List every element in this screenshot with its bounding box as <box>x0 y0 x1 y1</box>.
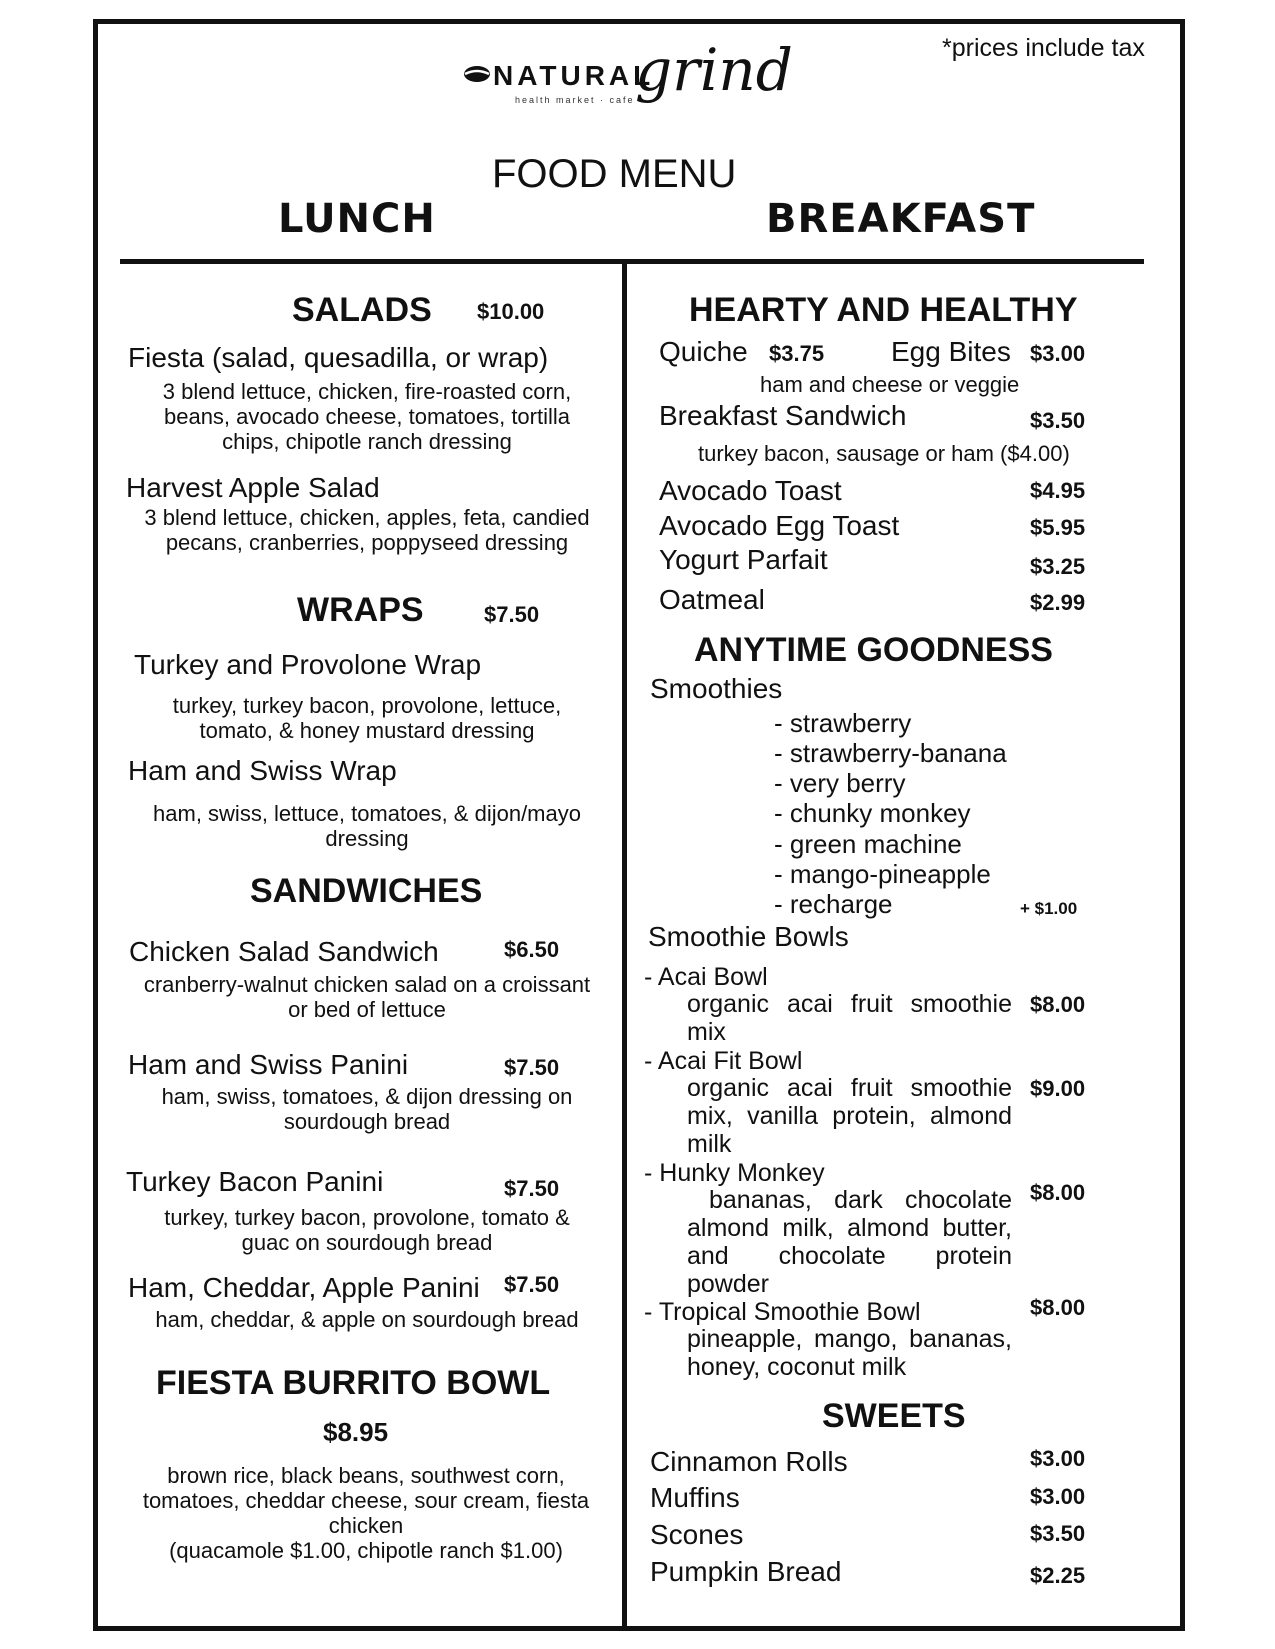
recharge-price: + $1.00 <box>1020 899 1078 918</box>
menu-item-name: Avocado Egg Toast <box>659 510 900 541</box>
menu-item-price: $7.50 <box>504 1055 560 1080</box>
lunch-heading: LUNCH <box>278 196 436 242</box>
menu-item-desc: ham, cheddar, & apple on sourdough bread <box>155 1307 579 1332</box>
sweets-heading: SWEETS <box>822 1397 966 1435</box>
prices-note: *prices include tax <box>942 34 1145 62</box>
smoothie-flavor: - strawberry <box>774 708 912 738</box>
bowl-name: - Hunky Monkey <box>644 1159 825 1187</box>
menu-item-desc: 3 blend lettuce, chicken, apples, feta, candied pecans, cranberries, poppyseed dressing <box>144 505 590 555</box>
wraps-price: $7.50 <box>484 602 540 627</box>
menu-item-name: Chicken Salad Sandwich <box>129 936 439 967</box>
bowl-name: - Tropical Smoothie Bowl <box>644 1298 921 1326</box>
menu-item-price: $3.00 <box>1030 341 1086 366</box>
burrito-price: $8.95 <box>323 1417 389 1447</box>
bowl-desc: organic acai fruit smoothie mix <box>687 990 1012 1046</box>
bowl-name: - Acai Fit Bowl <box>644 1047 803 1075</box>
wraps-heading: WRAPS <box>297 591 424 629</box>
bowl-name: - Acai Bowl <box>644 963 768 991</box>
menu-item-price: $3.50 <box>1030 408 1086 433</box>
menu-item-desc: ham, swiss, lettuce, tomatoes, & dijon/mayo dressing <box>153 801 581 851</box>
bowl-desc: bananas, dark chocolate almond milk, almond butter, and chocolate protein powder <box>687 1186 1012 1298</box>
hearty-heading: HEARTY AND HEALTHY <box>689 291 1078 329</box>
menu-item-desc: ham and cheese or veggie <box>760 372 1020 397</box>
bowl-price: $8.00 <box>1030 992 1086 1017</box>
header-divider <box>120 259 1144 264</box>
menu-item-name: Ham and Swiss Wrap <box>128 755 397 786</box>
menu-item-desc: turkey, turkey bacon, provolone, tomato & guac on sourdough bread <box>164 1205 570 1255</box>
menu-item-price: $6.50 <box>504 937 560 962</box>
menu-item-name: Yogurt Parfait <box>659 544 828 575</box>
column-divider <box>622 259 627 1629</box>
smoothie-flavor: - strawberry-banana <box>774 738 1007 768</box>
menu-item-price: $7.50 <box>504 1176 560 1201</box>
menu-item-name: Ham and Swiss Panini <box>128 1049 409 1080</box>
menu-item-price: $4.95 <box>1030 478 1086 503</box>
menu-item-desc: turkey, turkey bacon, provolone, lettuce, tomato, & honey mustard dressing <box>172 693 562 743</box>
menu-item-price: $3.00 <box>1030 1484 1086 1509</box>
menu-item-price: $3.00 <box>1030 1446 1086 1471</box>
coffee-bean-icon <box>463 64 491 84</box>
menu-item-name: Fiesta (salad, quesadilla, or wrap) <box>128 342 549 373</box>
menu-item-name: Muffins <box>650 1482 740 1513</box>
salads-heading: SALADS <box>292 291 432 329</box>
smoothie-flavor: - chunky monkey <box>774 798 971 828</box>
menu-item-desc: cranberry-walnut chicken salad on a croissant or bed of lettuce <box>143 972 591 1022</box>
menu-item-name: Avocado Toast <box>659 475 842 506</box>
page-title: FOOD MENU <box>492 152 737 196</box>
menu-item-name: Pumpkin Bread <box>650 1556 842 1587</box>
burrito-desc: brown rice, black beans, southwest corn, tomatoes, cheddar cheese, sour cream, fiesta chicken (quacamole $1.00, chipotle ranch $1.00) <box>142 1463 590 1563</box>
bowl-price: $9.00 <box>1030 1076 1086 1101</box>
menu-item-name: Quiche <box>659 336 748 367</box>
menu-item-name: Egg Bites <box>891 336 1011 367</box>
smoothie-flavor: - green machine <box>774 829 962 859</box>
menu-item-name: Scones <box>650 1519 744 1550</box>
salads-price: $10.00 <box>477 299 545 324</box>
bowl-price: $8.00 <box>1030 1295 1086 1320</box>
menu-item-name: Oatmeal <box>659 584 765 615</box>
menu-item-desc: turkey bacon, sausage or ham ($4.00) <box>698 441 1070 466</box>
menu-item-price: $5.95 <box>1030 515 1086 540</box>
bowl-desc: pineapple, mango, bananas, honey, coconut milk <box>687 1325 1012 1381</box>
bowl-desc: organic acai fruit smoothie mix, vanilla protein, almond milk <box>687 1074 1012 1158</box>
menu-item-price: $2.25 <box>1030 1563 1086 1588</box>
menu-item-price: $7.50 <box>504 1272 560 1297</box>
menu-item-name: Turkey Bacon Panini <box>126 1166 384 1197</box>
bowl-price: $8.00 <box>1030 1180 1086 1205</box>
smoothie-bowls-label: Smoothie Bowls <box>648 921 849 952</box>
anytime-heading: ANYTIME GOODNESS <box>694 631 1053 669</box>
smoothies-label: Smoothies <box>650 673 783 704</box>
menu-item-price: $3.75 <box>769 341 825 366</box>
smoothie-flavor: - recharge <box>774 889 893 919</box>
menu-item-name: Breakfast Sandwich <box>659 400 907 431</box>
menu-item-name: Ham, Cheddar, Apple Panini <box>128 1272 480 1303</box>
logo <box>463 30 793 135</box>
sandwiches-heading: SANDWICHES <box>250 872 483 910</box>
smoothie-flavor: - mango-pineapple <box>774 859 991 889</box>
menu-item-desc: ham, swiss, tomatoes, & dijon dressing on sourdough bread <box>161 1084 573 1134</box>
menu-item-name: Cinnamon Rolls <box>650 1446 848 1477</box>
logo-word: NATURAL <box>493 60 655 91</box>
breakfast-heading: BREAKFAST <box>766 196 1036 242</box>
menu-item-name: Turkey and Provolone Wrap <box>134 649 482 680</box>
logo-tagline: health market · cafe <box>515 95 635 105</box>
menu-item-price: $3.25 <box>1030 554 1086 579</box>
menu-item-name: Harvest Apple Salad <box>126 472 380 503</box>
menu-item-desc: 3 blend lettuce, chicken, fire-roasted corn, beans, avocado cheese, tomatoes, tortilla chips, chipotle ranch dressing <box>162 379 572 454</box>
smoothie-flavor: - very berry <box>774 768 906 798</box>
burrito-heading: FIESTA BURRITO BOWL <box>156 1364 551 1402</box>
menu-item-price: $2.99 <box>1030 590 1086 615</box>
menu-item-price: $3.50 <box>1030 1521 1086 1546</box>
logo-script: grind <box>635 36 793 104</box>
